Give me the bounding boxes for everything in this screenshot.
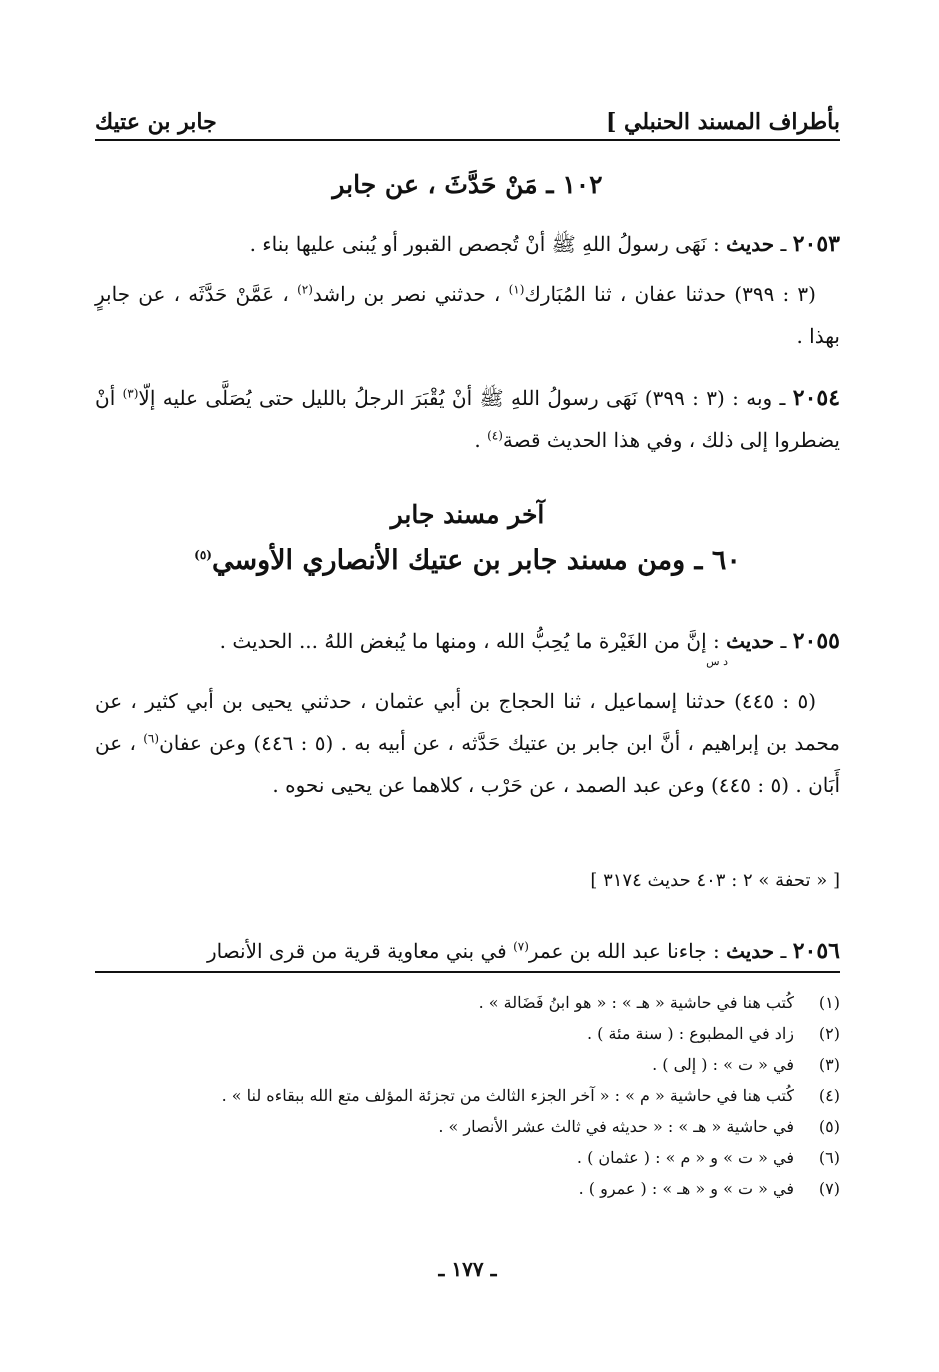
running-header bbox=[95, 95, 840, 135]
footnote-ref: (٦) bbox=[143, 731, 160, 746]
hadith-2055-isnad: (٥ : ٤٤٥) حدثنا إسماعيل ، ثنا الحجاج بن أبي عثمان ، حدثني يحيى بن أبي كثير ، عن محمد بن إبراهيم ، أنَّ ابن جابر بن عتيك حَدَّثه ، عن أبيه به . (٥ : ٤٤٦) وعن عفان$^{(٦)}$ ، عن أَبَان . (٥ : ٤٤٥) وعن عبد الصمد ، عن حَرْب ، كلاهما عن يحيى نحوه . bbox=[95, 689, 841, 797]
hadith-number: ٢٠٥٤ bbox=[792, 385, 841, 411]
tuhfa-reference: [ « تحفة » ٢ : ٤٠٣ حديث ٣١٧٤ ] bbox=[590, 870, 840, 891]
hadith-label: حديث bbox=[726, 232, 775, 256]
footnote: (٦) في « ت » و « م » : ( عثمان ) . bbox=[576, 1148, 840, 1167]
book-page bbox=[95, 95, 840, 1325]
header-chapter-title: جابر بن عتيك bbox=[95, 109, 217, 135]
section-title-102: ١٠٢ ـ مَنْ حَدَّثَ ، عن جابر bbox=[332, 170, 603, 199]
footnote-ref: (٥) bbox=[194, 548, 212, 562]
hadith-2055: ٢٠٥٥ ـ حديث : إنَّ من الغَيْرة ما يُحِبُّ الله ، ومنها ما يُبغض اللهُ ... الحديث . bbox=[219, 628, 840, 654]
footnote-ref: (٧) bbox=[513, 939, 529, 954]
header-book-title: بأطراف المسند الحنبلي ] bbox=[605, 109, 840, 135]
hadith-number: ٢٠٥٣ bbox=[792, 231, 840, 257]
hadith-2053-isnad: (٣ : ٣٩٩) حدثنا عفان ، ثنا المُبَارك$^{(١)}$ ، حدثني نصر بن راشد$^{(٢)}$ ، عَمَّنْ حَدَّثَه ، عن جابرٍ بهذا . bbox=[95, 282, 840, 348]
footnote: (٢) زاد في المطبوع : ( سنة مئة ) . bbox=[586, 1024, 840, 1043]
hadith-label: حديث bbox=[726, 629, 775, 653]
end-of-musnad-title: آخر مسند جابر bbox=[390, 500, 545, 529]
hadith-2053: ٢٠٥٣ ـ حديث : نَهَى رسولُ اللهِ ﷺ أنْ تُجصص القبور أو يُبنى عليها بناء . bbox=[249, 231, 840, 257]
hadith-2056: ٢٠٥٦ ـ حديث : جاءنا عبد الله بن عمر$^{(٧)}$ في بني معاوية قرية من قرى الأنصار bbox=[206, 938, 840, 964]
footnote: (٥) في حاشية « هـ » : « حديثه في ثالث عشر الأنصار » . bbox=[438, 1117, 840, 1136]
section-title-60: ٦٠ ـ ومن مسند جابر بن عتيك الأنصاري الأوسي$^{(٥)}$ bbox=[194, 545, 741, 576]
footnote-divider bbox=[95, 971, 840, 973]
footnote-ref: (٢) bbox=[297, 282, 313, 297]
hadith-2054: ٢٠٥٤ ـ وبه : (٣ : ٣٩٩) نَهَى رسولُ اللهِ ﷺ أنْ يُقْبَرَ الرجلُ بالليل حتى يُصَلَّى عليه إلّا$^{(٣)}$ أنْ يضطروا إلى ذلك ، وفي هذا الحديث قصة$^{(٤)}$ . bbox=[95, 385, 841, 452]
hadith-label: حديث bbox=[726, 939, 775, 963]
page-number: ـ ١٧٧ ـ bbox=[438, 1257, 497, 1281]
hadith-text: : نَهَى رسولُ اللهِ ﷺ أنْ تُجصص القبور أو يُبنى عليها بناء . bbox=[249, 232, 727, 256]
hadith-number: ٢٠٥٦ bbox=[792, 938, 840, 964]
footnote: (١) كُتب هنا في حاشية « هـ » : « هو ابنُ فَضَالة » . bbox=[478, 993, 840, 1012]
footnote: (٤) كُتب هنا في حاشية « م » : « آخر الجزء الثالث من تجزئة المؤلف متع الله ببقاءه لنا » . bbox=[221, 1086, 840, 1105]
header-divider bbox=[95, 139, 840, 141]
footnote-ref: (١) bbox=[508, 282, 525, 297]
hadith-number: ٢٠٥٥ bbox=[792, 628, 840, 654]
footnote-ref: (٣) bbox=[122, 386, 139, 401]
footnote: (٣) في « ت » : ( إلى ) . bbox=[652, 1055, 840, 1074]
hadith-text: : إنَّ من الغَيْرة ما يُحِبُّ الله ، ومنها ما يُبغض اللهُ ... الحديث . bbox=[219, 629, 727, 653]
source-siglum: د س bbox=[706, 655, 728, 668]
footnote: (٧) في « ت » و « هـ » : ( عمرو ) . bbox=[578, 1179, 840, 1198]
footnote-ref: (٤) bbox=[487, 428, 503, 443]
footnotes bbox=[95, 987, 840, 1204]
